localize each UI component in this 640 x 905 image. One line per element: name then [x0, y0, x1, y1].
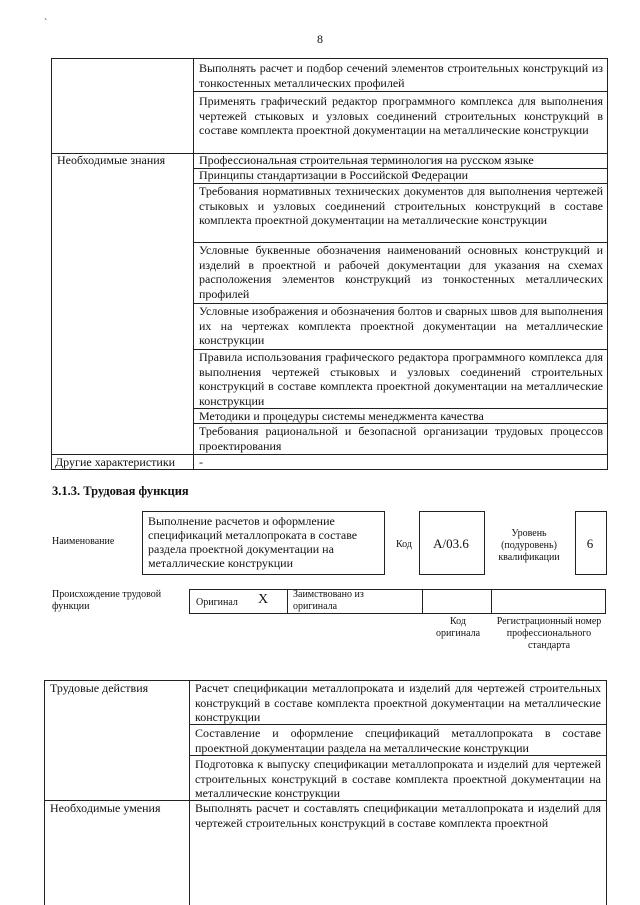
ability-row: Применять графический редактор программного комплекса для выполнения чертежей стыковых и узловых соединений строительных конструкций в составе комплекта проектной документации на металлические конструкции	[199, 94, 603, 137]
knowledge-row: Условные буквенные обозначения наименований основных конструкций и изделий в проектной и рабочей документации для указания на схемах расположения элементов конструкций из тонкостенных металлических профилей	[199, 243, 603, 301]
level-label: Уровень (подуровень) квалификации	[498, 528, 560, 563]
code-original-label: Код оригинала	[435, 616, 481, 639]
origin-label: Происхождение трудовой функции	[52, 589, 162, 612]
name-label: Наименование	[52, 536, 115, 547]
action-row: Расчет спецификации металлопроката и изделий для чертежей строительных конструкций в составе комплекта проектной документации на металлические конструкции	[195, 681, 601, 724]
labor-function-table	[44, 680, 607, 905]
code-label: Код	[396, 539, 412, 550]
level-value: 6	[586, 536, 594, 551]
origin-table	[189, 589, 606, 614]
action-row: Подготовка к выпуску спецификации металлопроката и изделий для чертежей строительных конструкций в составе комплекта проектной документации на металлические конструкции	[195, 757, 601, 800]
knowledge-row: Принципы стандартизации в Российской Федерации	[199, 168, 469, 182]
abilities-label: Необходимые умения	[50, 801, 161, 815]
actions-label: Трудовые действия	[50, 681, 149, 695]
ability-row: Выполнять расчет и составлять спецификации металлопроката и изделий для чертежей строительных конструкций в составе комплекта проектной	[195, 801, 601, 830]
ability-row: Выполнять расчет и подбор сечений элементов строительных конструкций из тонкостенных металлических профилей	[199, 61, 603, 90]
knowledge-row: Правила использования графического редактора программного комплекса для выполнения чертежей стыковых и узловых соединений строительных конструкций в составе комплекта проектной документации на металлические конструкции	[199, 350, 603, 408]
knowledge-row: Требования рациональной и безопасной организации трудовых процессов проектирования	[199, 424, 603, 453]
original-mark: X	[258, 592, 269, 607]
original-label: Оригинал	[196, 597, 238, 608]
knowledge-row: Условные изображения и обозначения болтов и сварных швов для выполнения их на чертежах комплекта проектной документации на металлические конструкции	[199, 304, 603, 347]
knowledge-row: Требования нормативных технических документов для выполнения чертежей стыковых и узловых соединений строительных конструкций в составе комплекта проектной документации на металлические конструкции	[199, 184, 603, 227]
section-heading: 3.1.3. Трудовая функция	[52, 484, 189, 498]
reg-number-label: Регистрационный номер профессионального стандарта	[496, 616, 602, 651]
knowledge-label: Необходимые знания	[57, 153, 166, 167]
competency-table-continued	[51, 58, 608, 470]
other-characteristics-label: Другие характеристики	[55, 455, 176, 469]
borrowed-label: Заимствовано из оригинала	[293, 589, 364, 612]
other-characteristics-value: -	[199, 455, 203, 469]
scan-mark: `	[44, 18, 48, 29]
page-number: 8	[317, 32, 323, 46]
knowledge-row: Профессиональная строительная терминология на русском языке	[199, 153, 534, 167]
knowledge-row: Методики и процедуры системы менеджмента качества	[199, 409, 484, 423]
action-row: Составление и оформление спецификаций металлопроката в составе проектной документации раздела на металлические конструкции	[195, 726, 601, 755]
function-name-value: Выполнение расчетов и оформление спецификаций металлопроката в составе раздела проектной документации на металлические конструкции	[148, 514, 358, 570]
code-value: А/03.6	[433, 536, 469, 551]
